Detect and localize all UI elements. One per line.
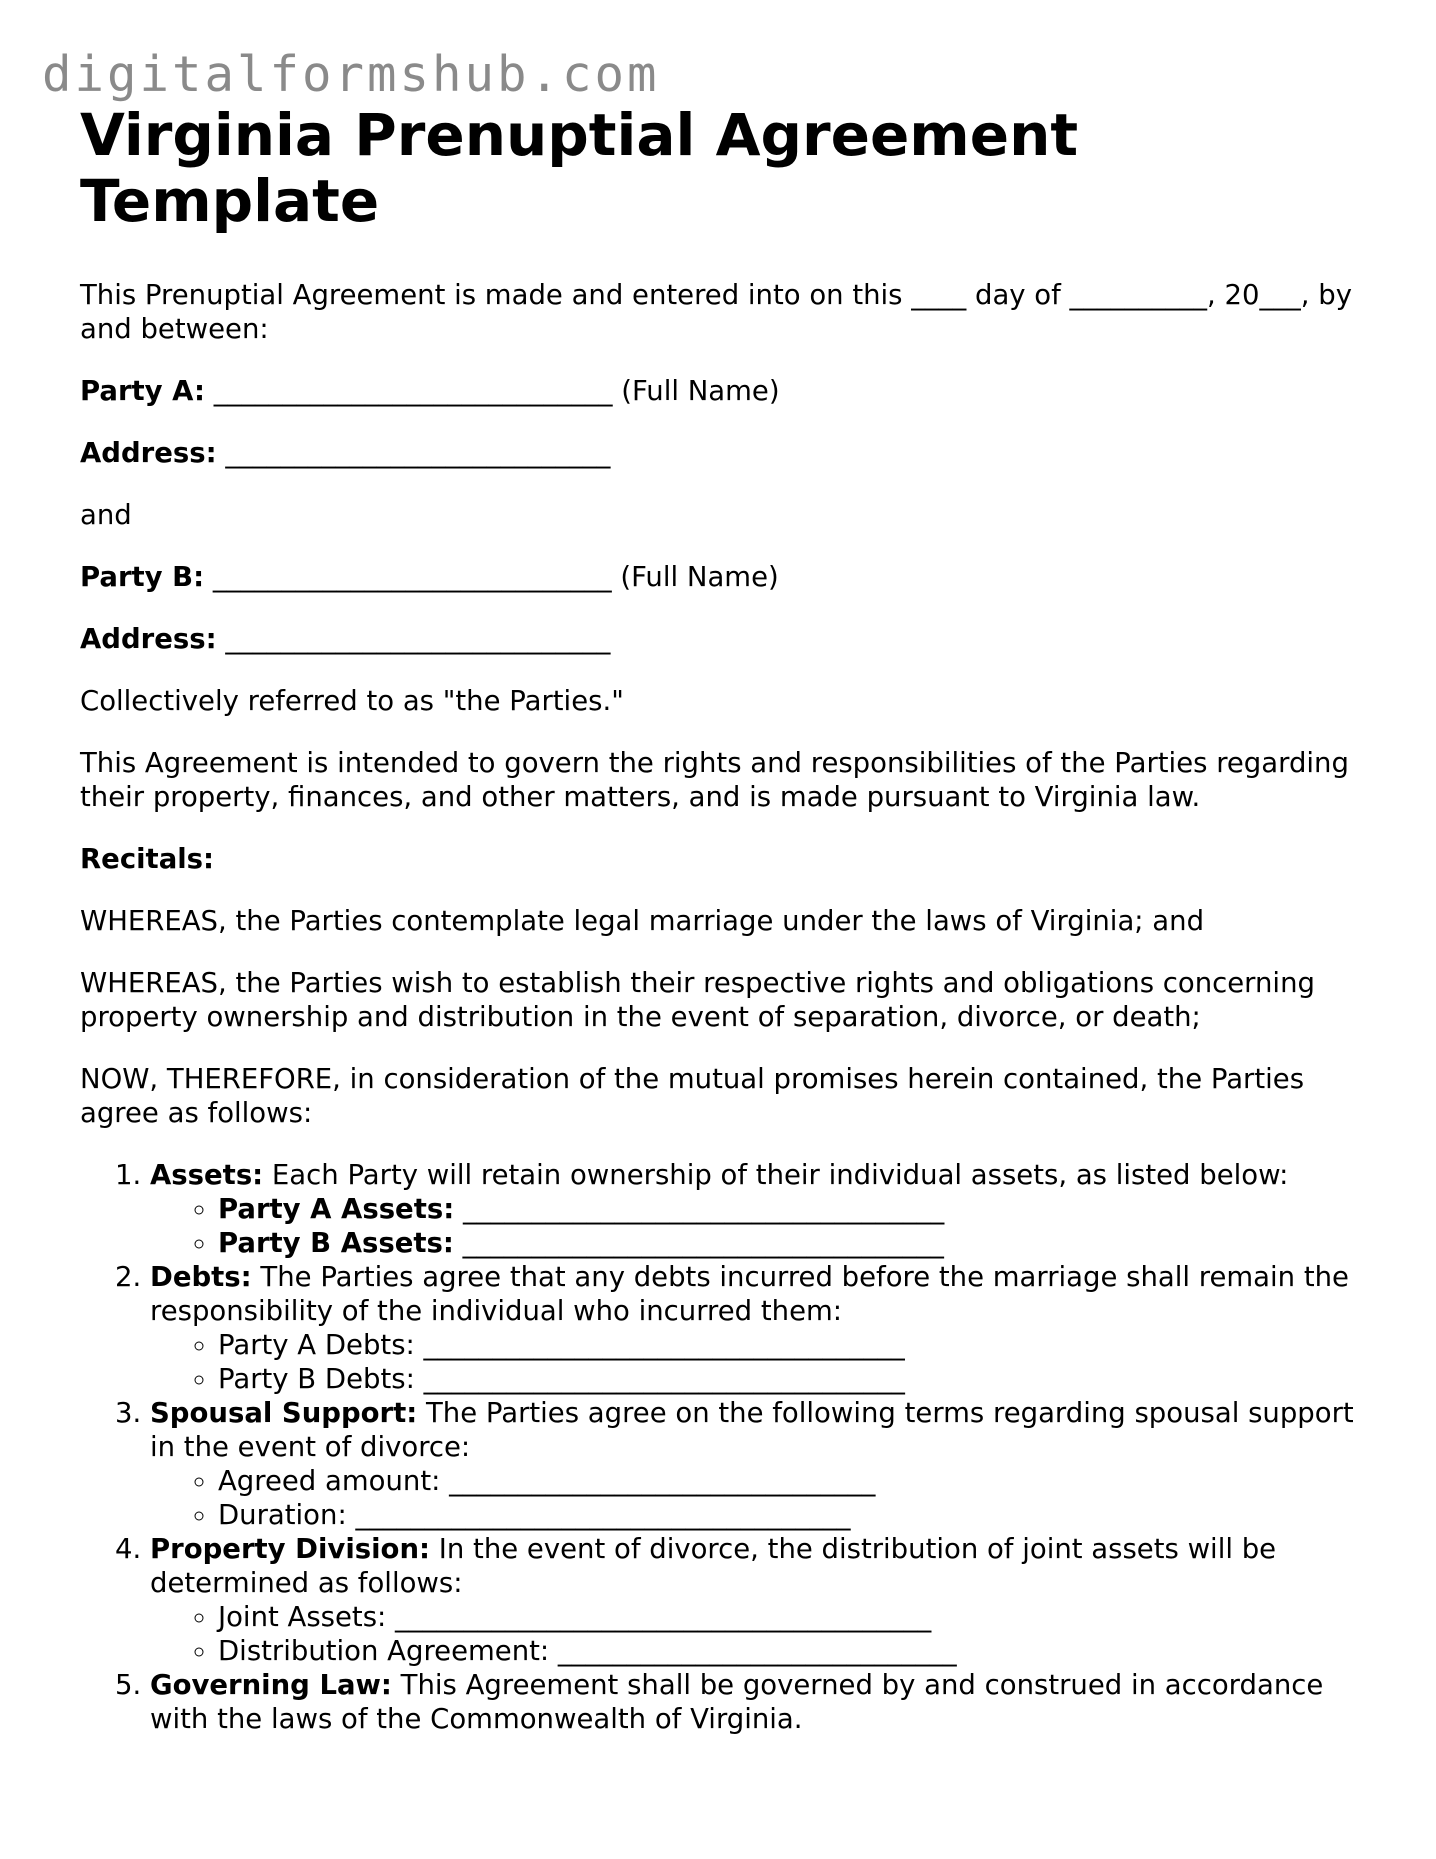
address-a-label: Address: (80, 437, 217, 469)
term-title: Assets: (150, 1159, 264, 1191)
collectively-paragraph: Collectively referred to as "the Parties." (80, 685, 624, 717)
title-line-1: Virginia Prenuptial Agreement (80, 101, 1079, 169)
party-b-label: Party B: (80, 561, 205, 593)
party-a-line (80, 374, 1360, 408)
sub-item: ◦ Agreed amount: _______________________________ (218, 1464, 1360, 1498)
sub-item (218, 1192, 1360, 1226)
sub-item: ◦ Party A Debts: ___________________________________ (218, 1328, 1360, 1362)
sub-item-field: ___________________________________ (454, 1193, 945, 1225)
purpose-paragraph: This Agreement is intended to govern the rights and responsibilities of the Parties regarding their property, finances, and other matters, and is made pursuant to Virginia law. (80, 747, 1349, 813)
recitals-heading: Recitals: (80, 843, 215, 875)
term-item (150, 1260, 1360, 1396)
term-item (150, 1158, 1360, 1260)
party-b-line (80, 560, 1360, 594)
term-title: Governing Law: (150, 1669, 392, 1701)
intro-paragraph: This Prenuptial Agreement is made and entered into on this ____ day of __________, 20___, by and between: (80, 279, 1352, 345)
term-item (150, 1668, 1360, 1736)
address-b-field: ____________________________ (225, 623, 611, 655)
whereas-paragraph-1: WHEREAS, the Parties contemplate legal marriage under the laws of Virginia; and (80, 905, 1205, 937)
and-text: and (80, 499, 132, 531)
term-text: The Parties agree that any debts incurred before the marriage shall remain the responsibility of the individual who incurred them: (150, 1261, 1349, 1327)
party-a-label: Party A: (80, 375, 205, 407)
term-text: In the event of divorce, the distribution of joint assets will be determined as follows: (150, 1533, 1277, 1599)
address-b-label: Address: (80, 623, 217, 655)
sub-item (218, 1226, 1360, 1260)
sub-item-label: Party B Assets: (218, 1227, 454, 1259)
address-b-line (80, 622, 1360, 656)
address-a-line (80, 436, 1360, 470)
term-item (150, 1532, 1360, 1668)
term-sublist (150, 1328, 1360, 1396)
site-watermark: digitalformshub.com (42, 46, 660, 103)
term-sublist (150, 1600, 1360, 1668)
title-line-2: Template (80, 167, 380, 235)
term-text: This Agreement shall be governed by and construed in accordance with the laws of the Commonwealth of Virginia. (150, 1669, 1324, 1735)
party-a-field: _____________________________ (Full Name) (213, 375, 780, 407)
now-therefore-paragraph: NOW, THEREFORE, in consideration of the mutual promises herein contained, the Parties agree as follows: (80, 1063, 1305, 1129)
term-text: Each Party will retain ownership of their individual assets, as listed below: (263, 1159, 1289, 1191)
term-title: Debts: (150, 1261, 252, 1293)
term-title: Property Division: (150, 1533, 431, 1565)
term-title: Spousal Support: (150, 1397, 418, 1429)
sub-item: ◦ Party B Debts: ___________________________________ (218, 1362, 1360, 1396)
document-body (80, 102, 1360, 1736)
term-sublist (150, 1464, 1360, 1532)
terms-list (80, 1158, 1360, 1736)
sub-item-field: ___________________________________ (453, 1227, 944, 1259)
term-sublist (150, 1192, 1360, 1260)
whereas-paragraph-2: WHEREAS, the Parties wish to establish their respective rights and obligations concerning property ownership and distribution in the event of separation, divorce, or death; (80, 967, 1315, 1033)
term-text: The Parties agree on the following terms regarding spousal support in the event of divorce: (150, 1397, 1354, 1463)
page-title (80, 102, 1360, 234)
party-b-field: _____________________________ (Full Name) (212, 561, 779, 593)
sub-item: ◦ Distribution Agreement: _____________________________ (218, 1634, 1360, 1668)
term-item (150, 1396, 1360, 1532)
sub-item: ◦ Joint Assets: _______________________________________ (218, 1600, 1360, 1634)
address-a-field: ____________________________ (225, 437, 611, 469)
sub-item: ◦ Duration: ____________________________________ (218, 1498, 1360, 1532)
sub-item-label: Party A Assets: (218, 1193, 455, 1225)
